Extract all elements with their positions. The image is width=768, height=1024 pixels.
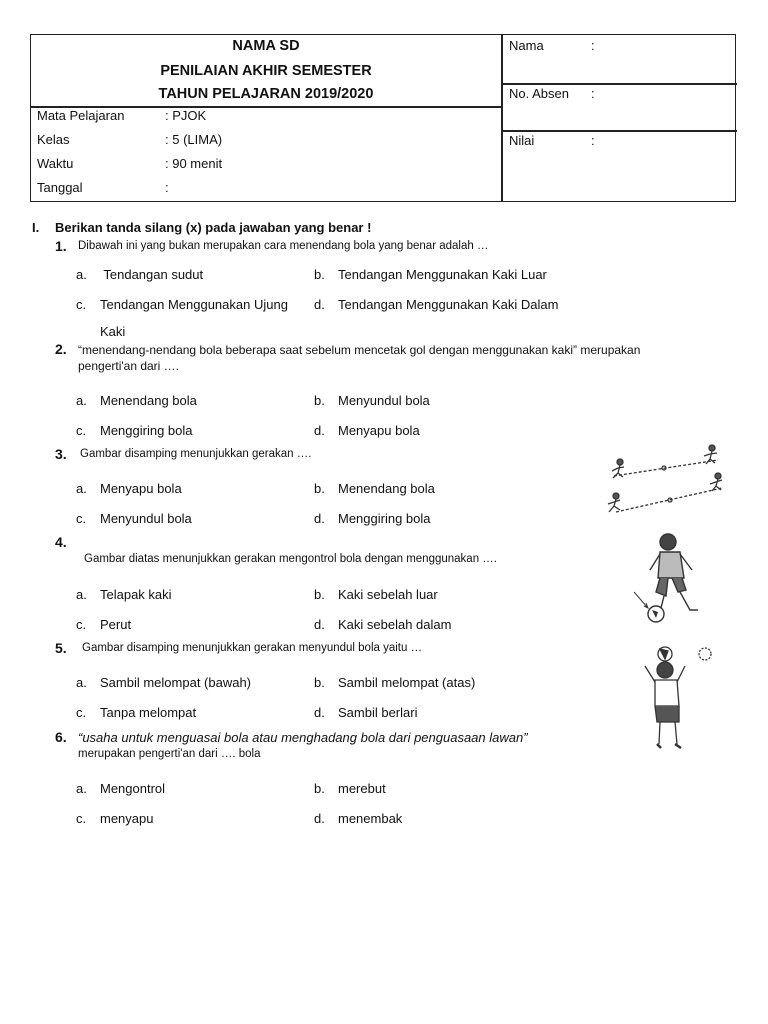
absen-colon: : [591,86,595,101]
header-divider [501,35,503,201]
class-value: : 5 (LIMA) [165,132,223,147]
question-1-number: 1. [55,238,67,254]
q2-option-c[interactable]: c. Menggiring bola [76,423,193,438]
q2-option-a[interactable]: a. Menendang bola [76,393,197,408]
q3-option-b[interactable]: b. Menendang bola [314,481,435,496]
q4-option-d[interactable]: d. Kaki sebelah dalam [314,617,452,632]
question-1-text: Dibawah ini yang bukan merupakan cara menendang bola yang benar adalah … [78,240,489,252]
question-2-number: 2. [55,341,67,357]
passing-illustration [600,440,730,525]
subject-label: Mata Pelajaran [37,108,125,123]
name-label: Nama [509,38,544,53]
section-number: I. [32,220,40,235]
class-label: Kelas [37,132,70,147]
score-colon: : [591,133,595,148]
q3-option-c[interactable]: c. Menyundul bola [76,511,192,526]
q5-option-a[interactable]: a. Sambil melompat (bawah) [76,675,252,690]
q3-option-a[interactable]: a. Menyapu bola [76,481,182,496]
q6-option-c[interactable]: c. menyapu [76,811,154,826]
student-rule-2 [501,130,737,132]
question-2-text-line2: pengerti'an dari …. [78,359,180,373]
question-3-number: 3. [55,446,67,462]
question-4-number: 4. [55,534,67,550]
subject-value: : PJOK [165,108,207,123]
question-6-text-line2: merupakan pengerti'an dari …. bola [78,748,261,760]
question-6-text: “usaha untuk menguasai bola atau menghadang bola dari penguasaan lawan” [78,730,528,745]
question-3-text: Gambar disamping menunjukkan gerakan …. [80,448,312,460]
q4-option-c[interactable]: c. Perut [76,617,132,632]
q1-option-c[interactable]: c. Tendangan Menggunakan Ujung [76,297,288,312]
question-2-text: “menendang-nendang bola beberapa saat sebelum mencetak gol dengan menggunakan kaki” merupakan [78,343,641,357]
time-label: Waktu [37,156,74,171]
time-value: : 90 menit [165,156,223,171]
question-5-number: 5. [55,640,67,656]
q1-option-c-continuation: Kaki [100,324,126,339]
exam-title: PENILAIAN AKHIR SEMESTER [160,63,372,79]
section-instruction: Berikan tanda silang (x) pada jawaban yang benar ! [55,220,372,235]
q2-option-d[interactable]: d. Menyapu bola [314,423,420,438]
question-6-number: 6. [55,729,67,745]
absen-label: No. Absen [509,86,569,101]
q3-option-d[interactable]: d. Menggiring bola [314,511,431,526]
q5-option-d[interactable]: d. Sambil berlari [314,705,418,720]
date-value: : [165,180,169,195]
date-label: Tanggal [37,180,83,195]
exam-header-box [30,34,736,202]
name-colon: : [591,38,595,53]
q1-option-a[interactable]: a. Tendangan sudut [76,267,204,282]
school-name: NAMA SD [232,38,300,54]
school-year: TAHUN PELAJARAN 2019/2020 [158,86,374,102]
q4-option-b[interactable]: b. Kaki sebelah luar [314,587,438,602]
heading-illustration [635,640,720,755]
q5-option-c[interactable]: c. Tanpa melompat [76,705,197,720]
q6-option-b[interactable]: b. merebut [314,781,386,796]
q1-option-d[interactable]: d. Tendangan Menggunakan Kaki Dalam [314,297,559,312]
question-4-text: Gambar diatas menunjukkan gerakan mengontrol bola dengan menggunakan …. [84,553,497,565]
q1-option-b[interactable]: b. Tendangan Menggunakan Kaki Luar [314,267,547,282]
ball-control-illustration [620,530,720,630]
student-rule-1 [501,83,737,85]
score-label: Nilai [509,133,535,148]
question-5-text: Gambar disamping menunjukkan gerakan menyundul bola yaitu … [82,642,423,654]
q6-option-a[interactable]: a. Mengontrol [76,781,166,796]
q5-option-b[interactable]: b. Sambil melompat (atas) [314,675,476,690]
q2-option-b[interactable]: b. Menyundul bola [314,393,430,408]
q6-option-d[interactable]: d. menembak [314,811,403,826]
q4-option-a[interactable]: a. Telapak kaki [76,587,172,602]
